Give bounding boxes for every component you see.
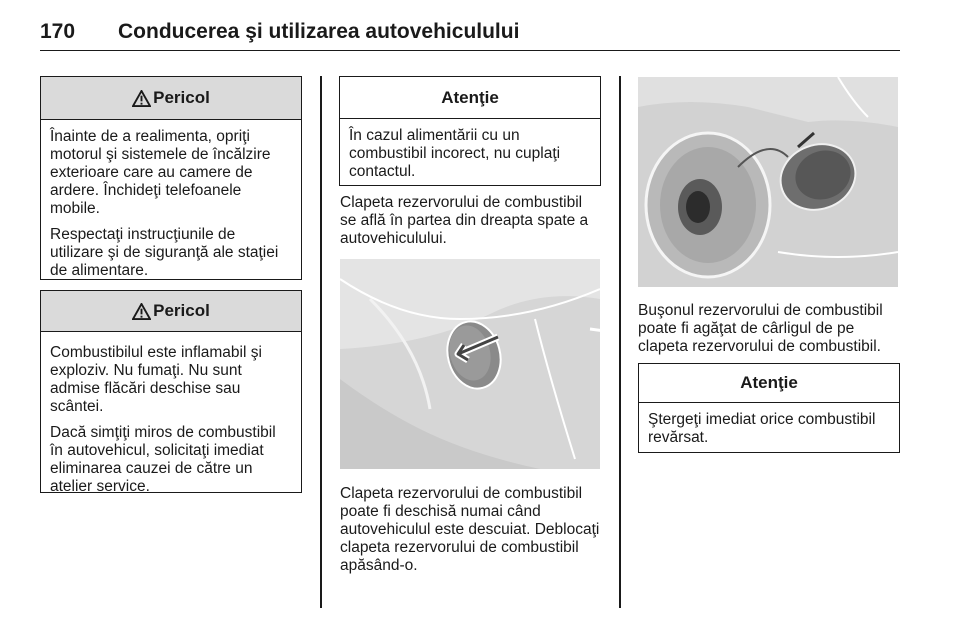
caution-box-1 bbox=[339, 76, 601, 186]
body-text: Clapeta rezervorului de combustibil poate fi deschisă numai când autovehiculul este descuiat. Deblocaţi clapeta rezervorului de combustibil apăsând-o. bbox=[340, 485, 600, 574]
body-text: Buşonul rezervorului de combustibil poate fi agăţat de cârligul de pe clapeta rezervorului de combustibil. bbox=[638, 302, 883, 355]
warning-title: Pericol bbox=[153, 301, 210, 320]
warning-triangle-icon bbox=[132, 303, 151, 320]
caution-text: Ştergeţi imediat orice combustibil revărsat. bbox=[648, 411, 876, 446]
warning-body bbox=[41, 332, 301, 510]
warning-box-header bbox=[41, 77, 301, 120]
warning-box-1 bbox=[40, 76, 302, 280]
caution-box-header bbox=[340, 77, 600, 119]
fuel-cap-illustration bbox=[638, 77, 898, 287]
fuel-flap-drawing bbox=[340, 259, 600, 469]
fuel-cap-drawing bbox=[638, 77, 898, 287]
column-divider bbox=[619, 76, 621, 608]
warning-body bbox=[41, 120, 301, 294]
caution-text: În cazul alimentării cu un combustibil incorect, nu cuplaţi contactul. bbox=[349, 127, 561, 180]
caution-title: Atenţie bbox=[441, 87, 499, 107]
caution-body bbox=[340, 119, 600, 195]
warning-box-header bbox=[41, 291, 301, 332]
column-divider bbox=[320, 76, 322, 608]
page-header bbox=[40, 14, 900, 51]
warning-paragraph: Combustibilul este inflamabil şi exploziv. Nu fumaţi. Nu sunt admise flăcări deschise sau scântei. bbox=[50, 344, 262, 415]
caution-body bbox=[639, 403, 899, 461]
warning-box-2 bbox=[40, 290, 302, 493]
warning-paragraph: Dacă simţiţi miros de combustibil în autovehicul, solicitaţi imediat eliminarea cauzei de către un atelier service. bbox=[50, 424, 276, 495]
warning-paragraph: Respectaţi instrucţiunile de utilizare şi de siguranţă ale staţiei de alimentare. bbox=[50, 226, 279, 279]
warning-triangle-icon bbox=[132, 90, 151, 107]
caution-box-2 bbox=[638, 363, 900, 453]
caution-title: Atenţie bbox=[740, 373, 798, 392]
page-number: 170 bbox=[40, 20, 76, 43]
caution-box-header bbox=[639, 364, 899, 403]
warning-title: Pericol bbox=[153, 88, 210, 107]
fuel-flap-illustration bbox=[340, 259, 600, 469]
body-text: Clapeta rezervorului de combustibil se află în partea din dreapta spate a autovehiculului. bbox=[340, 194, 589, 247]
page-title: Conducerea şi utilizarea autovehiculului bbox=[118, 20, 520, 43]
warning-paragraph: Înainte de a realimenta, opriţi motorul şi sistemele de încălzire exterioare care au camere de ardere. Închideţi telefoanele mobile. bbox=[50, 128, 271, 217]
